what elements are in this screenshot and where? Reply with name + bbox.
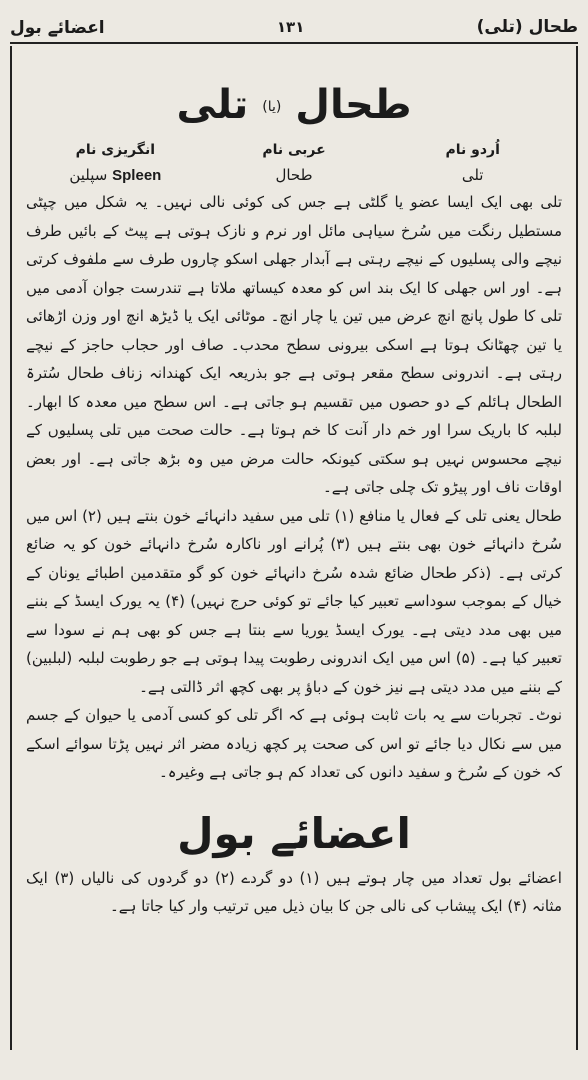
header-right-title: طحال (تلی) xyxy=(476,17,578,37)
english-name-value xyxy=(26,166,205,184)
urdu-name-label: اُردو نام xyxy=(445,142,500,158)
page-content xyxy=(26,52,562,921)
english-name-label: انگریزی نام xyxy=(75,142,156,158)
page-header xyxy=(10,12,578,44)
section-paragraph: اعضائے بول تعداد میں چار ہوتے ہیں (۱) دو گردے (۲) دو گردوں کی نالیاں (۳) ایک مثانہ (۴) ایک پیشاب کی نالی جن کا بیان ذیل میں ترتیب وار کیا جاتا ہے۔ xyxy=(26,868,562,915)
section-title: اعضائے بول xyxy=(177,808,411,858)
urdu-name-value: تلی xyxy=(461,166,484,184)
article-title xyxy=(26,82,562,128)
title-main: طحال xyxy=(295,82,412,128)
arabic-name-label: عربی نام xyxy=(262,142,326,158)
article-paragraph-1: تلی بھی ایک ایسا عضو یا گلٹی ہے جس کی کوئی نالی نہیں۔ یہ شکل میں چپٹی مستطیل رنگت میں سُرخ سیاہی مائل اور نرم و نازک ہوتی ہے پیٹ کے بائیں طرف نیچے والی پسلیوں کے نیچے رہتی ہے آبدار جھلی اسکو چاروں طرف سے ملفوف کرتی ہے۔ اور اس جھلی کا ایک بند اس کو معدہ کیساتھ ملاتا ہے تندرست جوان آدمی میں تلی کا طول پانچ انچ عرض میں تین یا چار انچ۔ موٹائی ایک یا ڈیڑھ انچ اور وزن اڑھائی یا تین چھٹانک ہوتا ہے اسکی بیرونی سطح محدب۔ صاف اور حجاب حاجز کے نیچے رہتی ہے۔ اندرونی سطح مقعر ہوتی ہے جو بذریعہ ایک کھندانہ زناف طحال سُترۃ الطحال ہائلم کے دو حصوں میں تقسیم ہو جاتی ہے۔ اس سطح میں معدہ کا ابھار۔ لبلبہ کا باریک سرا اور خم دار آنت کا خم ہوتا ہے۔ حالت صحت میں تلی پسلیوں کے نیچے محسوس نہیں ہو سکتی کیونکہ حالت مرض میں وہ بڑھ جاتی ہے۔ اور بعض اوقات ناف اور پیڑو تک چلی جاتی ہے۔ xyxy=(26,193,562,496)
english-name-column xyxy=(26,142,205,184)
names-table xyxy=(26,142,562,184)
arabic-name-column xyxy=(205,142,384,184)
title-paren: (یا) xyxy=(262,99,282,115)
page-number: ۱۳۱ xyxy=(276,18,305,36)
english-name-latin: Spleen xyxy=(112,167,162,184)
urdu-name-column xyxy=(383,142,562,184)
title-suffix: تلی xyxy=(176,82,249,128)
article-note: نوٹ۔ تجربات سے یہ بات ثابت ہوئی ہے کہ اگر تلی کو کسی آدمی یا حیوان کے جسم میں سے نکال دیا جائے تو اس کی صحت پر کچھ زیادہ مضر اثر نہیں پڑتا سوائے اسکے کہ خون کے سُرخ و سفید دانوں کی تعداد کم ہو جاتی ہے وغیرہ۔ xyxy=(26,706,562,781)
english-name-urdu: سپلین xyxy=(69,166,108,184)
article-paragraph-2: طحال یعنی تلی کے فعال یا منافع (۱) تلی میں سفید دانہائے خون بنتے ہیں (۲) اس میں سُرخ دانہائے خون بھی بنتے ہیں (۳) پُرانے اور ناکارہ سُرخ دانہائے خون کو یہ ضائع کرتی ہے۔ (ذکر طحال ضائع شدہ سُرخ دانہائے خون کو گو متقدمین اطبائے یونان کے خیال کے بموجب سوداسے تعبیر کیا جائے تو کوئی حرج نہیں) (۴) یہ یورک ایسڈ کے بننے میں بھی مدد دیتی ہے۔ یورک ایسڈ یوریا سے بنتا ہے جس کو بھی ہم نے سودا سے تعبیر کیا ہے۔ (۵) اس میں ایک اندرونی رطوبت پیدا ہوتی ہے جو رطوبت لبلبہ (لبلبین) کے بننے میں مدد دیتی ہے نیز خون کے دباؤ پر بھی کچھ اثر ڈالتی ہے۔ xyxy=(26,506,562,696)
arabic-name-value: طحال xyxy=(275,166,313,184)
header-left-title: اعضائے بول xyxy=(10,17,105,38)
